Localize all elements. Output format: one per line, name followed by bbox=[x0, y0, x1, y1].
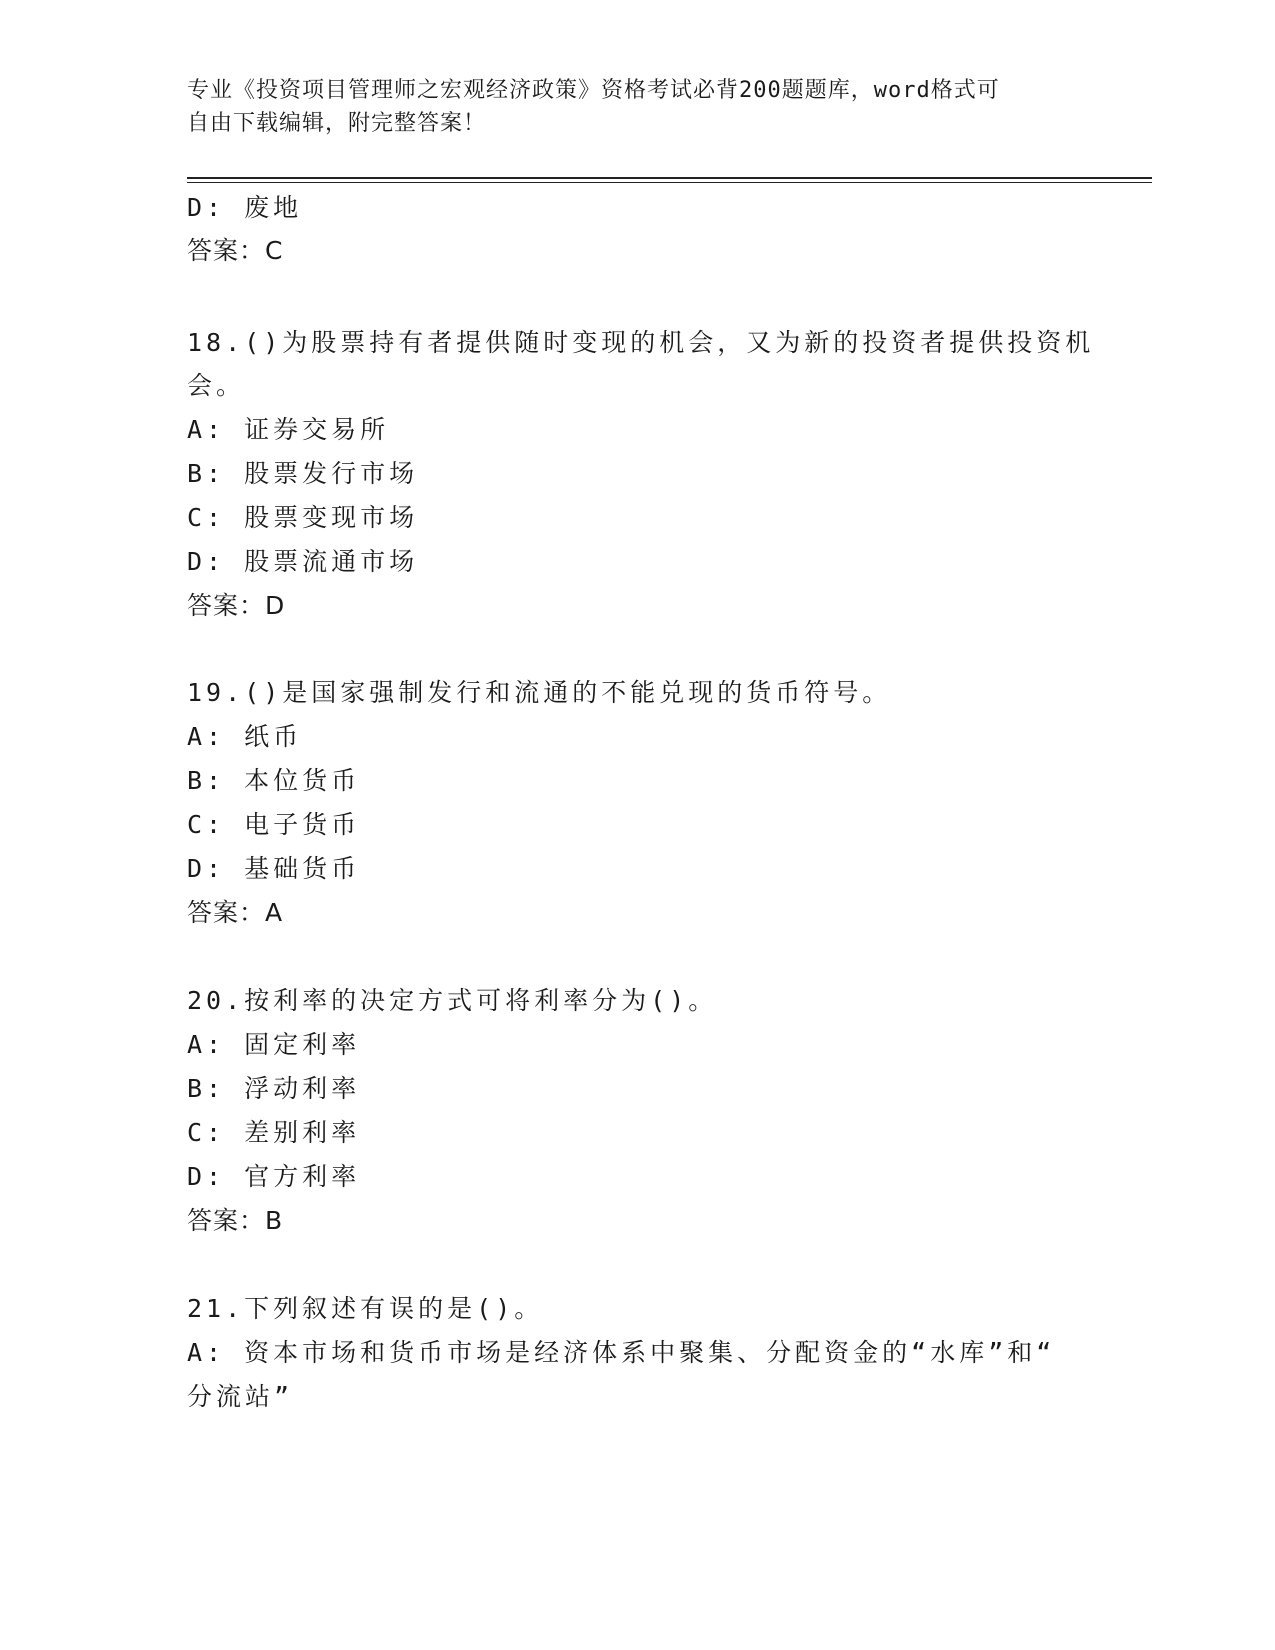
q17-option-d: D: 废地 bbox=[187, 193, 303, 222]
q20-option-c: C: 差别利率 bbox=[187, 1118, 361, 1147]
q18-answer: 答案：D bbox=[187, 591, 286, 620]
q19-option-b: B: 本位货币 bbox=[187, 766, 361, 795]
q21-option-a-line-2: 分流站” bbox=[187, 1382, 294, 1411]
q18-option-d: D: 股票流通市场 bbox=[187, 547, 419, 576]
header-divider-thick bbox=[187, 177, 1152, 179]
header-divider-thin bbox=[187, 182, 1152, 183]
header-line-2: 自由下载编辑，附完整答案！ bbox=[187, 111, 487, 136]
q20-answer: 答案：B bbox=[187, 1206, 284, 1235]
q18-stem-line-2: 会。 bbox=[187, 371, 246, 400]
q20-option-a: A: 固定利率 bbox=[187, 1030, 361, 1059]
q20-option-d: D: 官方利率 bbox=[187, 1162, 361, 1191]
q19-option-c: C: 电子货币 bbox=[187, 810, 361, 839]
document-header bbox=[187, 74, 1067, 140]
q18-option-a: A: 证券交易所 bbox=[187, 415, 390, 444]
q19-answer: 答案：A bbox=[187, 898, 284, 927]
header-line-1: 专业《投资项目管理师之宏观经济政策》资格考试必背200题题库，word格式可 bbox=[187, 78, 1000, 103]
q18-stem-line-1: 18.()为股票持有者提供随时变现的机会，又为新的投资者提供投资机 bbox=[187, 328, 1095, 357]
q17-answer: 答案：C bbox=[187, 236, 284, 265]
q19-option-d: D: 基础货币 bbox=[187, 854, 361, 883]
q21-stem: 21.下列叙述有误的是()。 bbox=[187, 1294, 544, 1323]
q20-option-b: B: 浮动利率 bbox=[187, 1074, 361, 1103]
q18-option-b: B: 股票发行市场 bbox=[187, 459, 419, 488]
q19-option-a: A: 纸币 bbox=[187, 722, 303, 751]
q21-option-a-line-1: A: 资本市场和货币市场是经济体系中聚集、分配资金的“水库”和“ bbox=[187, 1338, 1056, 1367]
q18-option-c: C: 股票变现市场 bbox=[187, 503, 419, 532]
q19-stem: 19.()是国家强制发行和流通的不能兑现的货币符号。 bbox=[187, 678, 892, 707]
q20-stem: 20.按利率的决定方式可将利率分为()。 bbox=[187, 986, 718, 1015]
